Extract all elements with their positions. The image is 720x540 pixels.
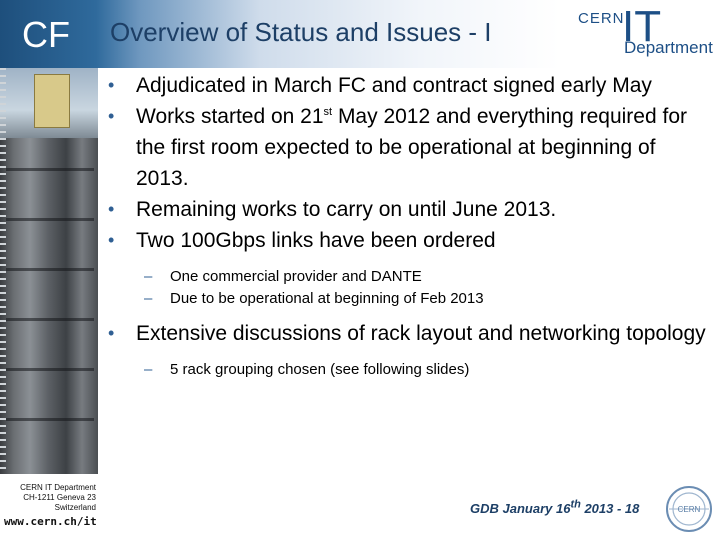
bullet-dot-icon: • xyxy=(108,106,115,126)
logo-cern-text: CERN xyxy=(578,10,625,27)
footer-line: CERN IT Department xyxy=(20,483,96,492)
slide-content xyxy=(108,70,708,381)
bullet-item xyxy=(108,194,708,225)
bullet-item xyxy=(108,318,708,349)
slide-footer-label xyxy=(470,498,640,516)
cern-it-logo xyxy=(578,2,718,64)
bullet-dot-icon: • xyxy=(108,230,115,250)
bullet-text: Two 100Gbps links have been ordered xyxy=(136,229,496,252)
header-band xyxy=(0,0,720,68)
logo-it-text: IT xyxy=(622,2,662,51)
bullet-dot-icon: • xyxy=(108,75,115,95)
sub-bullet-text: Due to be operational at beginning of Feb 2013 xyxy=(170,290,484,307)
sub-bullet-item xyxy=(108,288,708,310)
footer-url-link[interactable]: www.cern.ch/it xyxy=(4,515,97,528)
photo-rack-line xyxy=(6,218,94,221)
photo-rack-line xyxy=(6,168,94,171)
section-label: CF xyxy=(22,14,70,55)
sub-bullet-text: 5 rack grouping chosen (see following slides) xyxy=(170,361,470,378)
sub-bullet-text: One commercial provider and DANTE xyxy=(170,268,422,285)
bullet-text: Remaining works to carry on until June 2013. xyxy=(136,198,557,221)
bullet-dot-icon: • xyxy=(108,323,115,343)
footer-event: GDB January 16 xyxy=(470,501,571,516)
photo-rack-line xyxy=(6,318,94,321)
dash-icon: – xyxy=(144,361,153,378)
bullet-text: Extensive discussions of rack layout and networking topology xyxy=(136,322,706,345)
logo-department-text: Department xyxy=(624,38,713,57)
photo-rack-lights xyxy=(0,68,6,474)
footer-line: Switzerland xyxy=(54,503,96,512)
bullet-text: Adjudicated in March FC and contract signed early May xyxy=(136,74,652,97)
photo-rack-line xyxy=(6,368,94,371)
bullet-item xyxy=(108,70,708,101)
bullet-dot-icon: • xyxy=(108,199,115,219)
bullet-superscript: st xyxy=(323,106,333,118)
photo-rack-line xyxy=(6,418,94,421)
dash-icon: – xyxy=(144,268,153,285)
dash-icon: – xyxy=(144,290,153,307)
sub-bullet-item xyxy=(108,266,708,288)
photo-panel xyxy=(34,74,70,128)
bullet-text: Works started on 21 xyxy=(136,105,324,128)
datacenter-photo xyxy=(0,68,98,474)
sub-bullet-item xyxy=(108,359,708,381)
bullet-text: May 2012 and everything required for the first room expected to be operational at beginning of 2013. xyxy=(136,105,687,190)
footer-line: CH-1211 Geneva 23 xyxy=(23,493,96,502)
footer-slide-number: 2013 - 18 xyxy=(580,501,640,516)
footer-department-address xyxy=(4,483,96,513)
cern-seal-icon xyxy=(664,484,714,534)
slide-title: Overview of Status and Issues - I xyxy=(110,17,492,47)
bullet-item xyxy=(108,225,708,256)
bullet-item xyxy=(108,101,708,194)
seal-text: CERN xyxy=(677,505,701,514)
photo-rack-line xyxy=(6,268,94,271)
footer-superscript: th xyxy=(570,498,581,511)
